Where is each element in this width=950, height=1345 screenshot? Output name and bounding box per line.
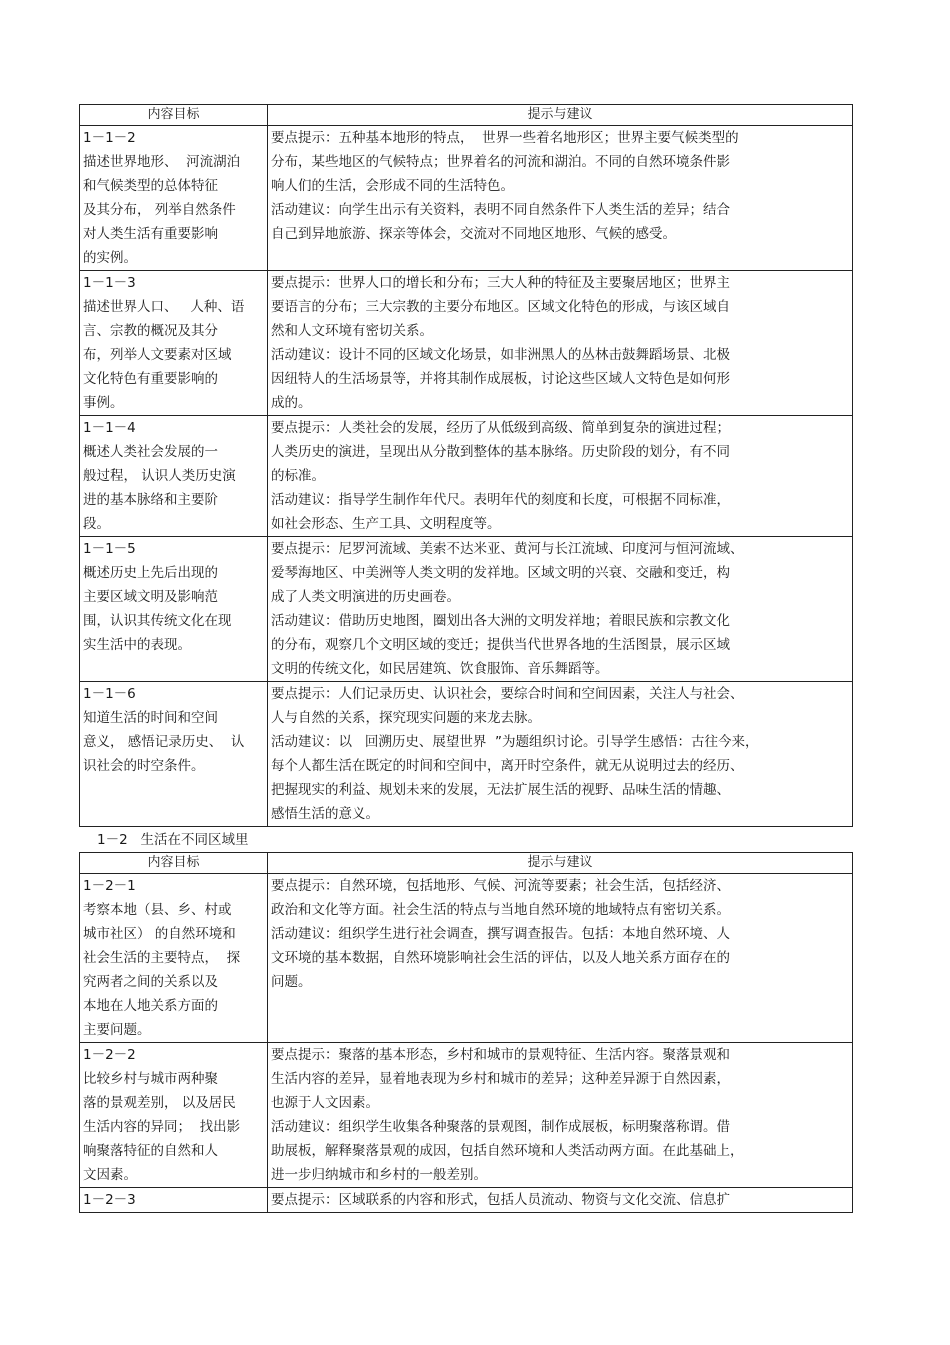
goal-line: 文化特色有重要影响的: [83, 371, 218, 387]
header-content-goal: 内容目标: [80, 853, 268, 874]
tip-line: 每个人都生活在既定的时间和空间中，离开时空条件，就无从说明过去的经历、: [271, 758, 744, 774]
table-row: [80, 537, 853, 682]
goal-line: 描述世界地形、 河流湖泊: [83, 154, 241, 170]
tip-line: 要点提示：自然环境，包括地形、气候、河流等要素；社会生活，包括经济、: [271, 878, 730, 894]
tips-cell: [268, 1043, 853, 1188]
header-content-goal: 内容目标: [80, 105, 268, 126]
goal-line: 响聚落特征的自然和人: [83, 1143, 218, 1159]
tips-cell: [268, 537, 853, 682]
content-goal-cell: [80, 1043, 268, 1188]
goal-line: 事例。: [83, 395, 124, 411]
goal-line: 进的基本脉络和主要阶: [83, 492, 218, 508]
tip-line: 政治和文化等方面。社会生活的特点与当地自然环境的地域特点有密切关系。: [271, 902, 730, 918]
goal-line: 比较乡村与城市两种聚: [83, 1071, 218, 1087]
goal-line: 对人类生活有重要影响: [83, 226, 218, 242]
tip-line: 助展板，解释聚落景观的成因，包括自然环境和人类活动两方面。在此基础上，: [271, 1143, 744, 1159]
table-header-row: [80, 105, 853, 126]
tip-line: 活动建议：组织学生收集各种聚落的景观图，制作成展板，标明聚落称谓。借: [271, 1119, 730, 1135]
tip-line: 问题。: [271, 974, 312, 990]
goal-line: 生活内容的异同； 找出影: [83, 1119, 241, 1135]
table-row: [80, 1188, 853, 1213]
goal-line: 文因素。: [83, 1167, 137, 1183]
tip-line: 活动建议：借助历史地图，圈划出各大洲的文明发祥地；着眼民族和宗教文化: [271, 613, 730, 629]
goal-line: 社会生活的主要特点， 探: [83, 950, 241, 966]
tip-line: 响人们的生活，会形成不同的生活特色。: [271, 178, 514, 194]
goal-line: 实生活中的表现。: [83, 637, 191, 653]
goal-line: 知道生活的时间和空间: [83, 710, 218, 726]
goal-line: 1－1－5: [83, 541, 136, 557]
tip-line: 要点提示：世界人口的增长和分布；三大人种的特征及主要聚居地区；世界主: [271, 275, 730, 291]
curriculum-table-2: [79, 852, 853, 1213]
content-goal-cell: [80, 416, 268, 537]
goal-line: 本地在人地关系方面的: [83, 998, 218, 1014]
table-row: [80, 126, 853, 271]
tip-line: 的分布，观察几个文明区域的变迁；提供当代世界各地的生活图景，展示区域: [271, 637, 730, 653]
tip-line: 爱琴海地区、中美洲等人类文明的发祥地。区域文明的兴衰、交融和变迁，构: [271, 565, 730, 581]
goal-line: 的实例。: [83, 250, 137, 266]
tips-cell: [268, 682, 853, 827]
tip-line: 活动建议：设计不同的区域文化场景，如非洲黑人的丛林击鼓舞蹈场景、北极: [271, 347, 730, 363]
goal-line: 段。: [83, 516, 110, 532]
tip-line: 活动建议：指导学生制作年代尺。表明年代的刻度和长度，可根据不同标准，: [271, 492, 730, 508]
table-row: [80, 682, 853, 827]
goal-line: 主要问题。: [83, 1022, 151, 1038]
tip-line: 要点提示：区域联系的内容和形式，包括人员流动、物资与文化交流、信息扩: [271, 1192, 730, 1208]
goal-line: 概述人类社会发展的一: [83, 444, 218, 460]
content-goal-cell: [80, 537, 268, 682]
tip-line: 活动建议：组织学生进行社会调查，撰写调查报告。包括：本地自然环境、人: [271, 926, 730, 942]
tip-line: 把握现实的利益、规划未来的发展，无法扩展生活的视野、品味生活的情趣、: [271, 782, 730, 798]
tip-line: 要点提示：人类社会的发展，经历了从低级到高级、简单到复杂的演进过程；: [271, 420, 730, 436]
tip-line: 要点提示：五种基本地形的特点， 世界一些着名地形区；世界主要气候类型的: [271, 130, 739, 146]
table-row: [80, 1043, 853, 1188]
tip-line: 成的。: [271, 395, 312, 411]
tip-line: 如社会形态、生产工具、文明程度等。: [271, 516, 501, 532]
goal-line: 描述世界人口、 人种、语: [83, 299, 245, 315]
goal-line: 1－2－3: [83, 1192, 136, 1208]
goal-line: 落的景观差别， 以及居民: [83, 1095, 236, 1111]
tips-cell: [268, 416, 853, 537]
goal-line: 主要区域文明及影响范: [83, 589, 218, 605]
curriculum-table-1: [79, 104, 853, 827]
content-goal-cell: [80, 1188, 268, 1213]
tip-line: 也源于人文因素。: [271, 1095, 379, 1111]
tips-cell: [268, 874, 853, 1043]
tip-line: 然和人文环境有密切关系。: [271, 323, 433, 339]
content-goal-cell: [80, 874, 268, 1043]
table-row: [80, 416, 853, 537]
content-goal-cell: [80, 271, 268, 416]
tip-line: 文环境的基本数据，自然环境影响社会生活的评估，以及人地关系方面存在的: [271, 950, 730, 966]
goal-line: 意义， 感悟记录历史、 认: [83, 734, 245, 750]
goal-line: 识社会的时空条件。: [83, 758, 205, 774]
tip-line: 人与自然的关系，探究现实问题的来龙去脉。: [271, 710, 541, 726]
tips-cell: [268, 126, 853, 271]
goal-line: 究两者之间的关系以及: [83, 974, 218, 990]
tips-cell: [268, 271, 853, 416]
goal-line: 布，列举人文要素对区域: [83, 347, 232, 363]
tip-line: 文明的传统文化，如民居建筑、饮食服饰、音乐舞蹈等。: [271, 661, 609, 677]
goal-line: 和气候类型的总体特征: [83, 178, 218, 194]
content-goal-cell: [80, 126, 268, 271]
table-row: [80, 271, 853, 416]
tip-line: 要点提示：聚落的基本形态，乡村和城市的景观特征、生活内容。聚落景观和: [271, 1047, 730, 1063]
header-tips-suggestions: 提示与建议: [268, 853, 853, 874]
goal-line: 1－1－6: [83, 686, 136, 702]
tip-line: 自己到异地旅游、探亲等体会，交流对不同地区地形、气候的感受。: [271, 226, 676, 242]
tip-line: 要点提示：人们记录历史、认识社会，要综合时间和空间因素，关注人与社会、: [271, 686, 744, 702]
tip-line: 活动建议：向学生出示有关资料，表明不同自然条件下人类生活的差异；结合: [271, 202, 730, 218]
goal-line: 1－2－1: [83, 878, 136, 894]
goal-line: 考察本地（县、乡、村或: [83, 902, 232, 918]
tip-line: 要点提示：尼罗河流域、美索不达米亚、黄河与长江流域、印度河与恒河流域、: [271, 541, 744, 557]
tip-line: 人类历史的演进，呈现出从分散到整体的基本脉络。历史阶段的划分，有不同: [271, 444, 730, 460]
goal-line: 城市社区） 的自然环境和: [83, 926, 236, 942]
table-row: [80, 874, 853, 1043]
content-goal-cell: [80, 682, 268, 827]
tip-line: 要语言的分布；三大宗教的主要分布地区。区域文化特色的形成，与该区域自: [271, 299, 730, 315]
tip-line: 因纽特人的生活场景等，并将其制作成展板，讨论这些区域人文特色是如何形: [271, 371, 730, 387]
tip-line: 分布，某些地区的气候特点；世界着名的河流和湖泊。不同的自然环境条件影: [271, 154, 730, 170]
tip-line: 活动建议：以 回溯历史、展望世界 ”为题组织讨论。引导学生感悟：古往今来，: [271, 734, 759, 750]
goal-line: 1－1－3: [83, 275, 136, 291]
tip-line: 的标准。: [271, 468, 325, 484]
table-header-row: [80, 853, 853, 874]
header-tips-suggestions: 提示与建议: [268, 105, 853, 126]
tip-line: 生活内容的差异，显着地表现为乡村和城市的差异；这种差异源于自然因素，: [271, 1071, 730, 1087]
goal-line: 概述历史上先后出现的: [83, 565, 218, 581]
section-caption: 1－2 生活在不同区域里: [97, 832, 249, 848]
goal-line: 1－1－2: [83, 130, 136, 146]
tip-line: 成了人类文明演进的历史画卷。: [271, 589, 460, 605]
goal-line: 围，认识其传统文化在现: [83, 613, 232, 629]
tips-cell: [268, 1188, 853, 1213]
tip-line: 进一步归纳城市和乡村的一般差别。: [271, 1167, 487, 1183]
goal-line: 1－2－2: [83, 1047, 136, 1063]
goal-line: 般过程， 认识人类历史演: [83, 468, 236, 484]
goal-line: 及其分布， 列举自然条件: [83, 202, 236, 218]
goal-line: 言、宗教的概况及其分: [83, 323, 218, 339]
tip-line: 感悟生活的意义。: [271, 806, 379, 822]
goal-line: 1－1－4: [83, 420, 136, 436]
